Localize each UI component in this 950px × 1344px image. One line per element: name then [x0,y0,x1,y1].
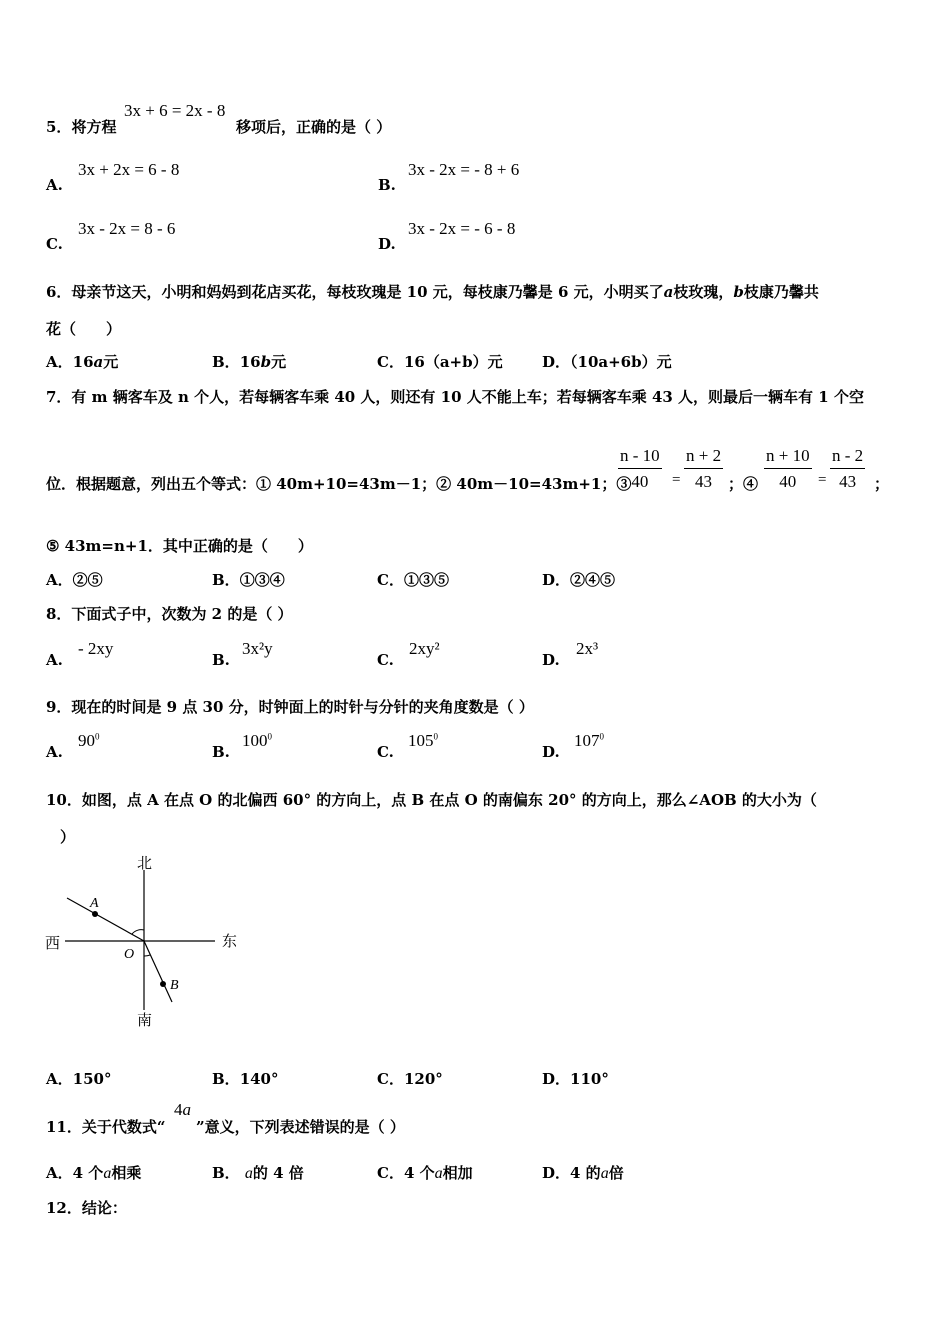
q11-option-c[interactable]: C．4 个a相加 [377,1164,473,1182]
q7-frac4-left-num: n + 10 [766,446,810,465]
q5-option-b-expr: 3x - 2x = - 8 + 6 [408,160,520,179]
q9-option-d-value: $107^0$ [574,731,604,750]
q10-stem-line2: ） [60,828,76,846]
q8-option-b-expr: 3x²y [242,639,273,658]
q7-eq-sign-2: = [818,472,827,488]
q7-frac4-left [764,446,812,492]
q8-option-d-expr: 2x³ [576,639,599,658]
point-a-dot [92,911,98,917]
label-west: 西 [45,934,61,952]
q8-stem: 8．下面式子中，次数为 2 的是（ ） [46,605,293,623]
q5-text-before: 将方程 [71,118,117,136]
q8-option-c-expr: 2xy² [409,639,440,658]
point-b-dot [160,981,166,987]
q5-option-d-expr: 3x - 2x = - 6 - 8 [408,219,516,238]
q5-option-c-letter[interactable]: C. [46,235,63,253]
q5-option-c-expr: 3x - 2x = 8 - 6 [78,219,176,238]
ray-ob [144,941,172,1002]
q9-option-c-letter[interactable]: C. [377,743,394,761]
q7-frac3-right [684,446,723,492]
q9-stem: 9．现在的时间是 9 点 30 分，时钟面上的时针与分针的夹角度数是（ ） [46,698,534,716]
label-south: 南 [137,1011,153,1029]
q6-option-c[interactable]: C．16（a+b）元 [377,353,503,371]
q9-option-a-value: $90^0$ [78,731,100,750]
q7-option-c[interactable]: C．①③⑤ [377,571,449,589]
q11-option-b[interactable]: B． a的 4 倍 [212,1164,304,1182]
q10-option-c[interactable]: C．120° [377,1070,443,1088]
q8-option-d-letter[interactable]: D. [542,651,560,669]
q6-stem-line2: 花（ ） [46,320,122,338]
q5-option-a-expr: 3x + 2x = 6 - 8 [78,160,180,179]
label-origin: O [124,947,135,962]
q6-var-a: a [663,283,674,301]
q7-frac3-right-den: 43 [695,472,713,491]
q8-option-b-letter[interactable]: B. [212,651,230,669]
q7-stem-line3: ⑤ 43m=n+1．其中正确的是（ ） [46,537,313,555]
q9-option-d-letter[interactable]: D. [542,743,560,761]
q6-stem-line1: 6．母亲节这天，小明和妈妈到花店买花，每枝玫瑰是 10 元，每枝康乃馨是 6 元，小明买了a枝玫瑰，b枝康乃馨共 [46,283,819,301]
q7-frac4-right [830,446,865,492]
ray-oa [67,898,144,941]
q10-option-b[interactable]: B．140° [212,1070,279,1088]
q8-option-c-letter[interactable]: C. [377,651,394,669]
q10-stem-line1: 10．如图，点 A 在点 O 的北偏西 60° 的方向上，点 B 在点 O 的南偏东 20° 的方向上，那么∠AOB 的大小为（ [46,791,817,809]
label-north: 北 [137,854,153,872]
compass-figure [40,850,250,1035]
q5-option-d-letter[interactable]: D. [378,235,396,253]
q7-frac4-right-den: 43 [839,472,857,491]
q11-option-a[interactable]: A．4 个a相乘 [46,1164,142,1182]
q11-stem-after: ”意义，下列表述错误的是（ ） [196,1118,405,1136]
q5-text-after: 移项后，正确的是（ ） [236,118,392,136]
q6-var-b: b [733,283,744,301]
label-point-a: A [90,896,99,911]
angle-arc-b [144,955,150,956]
q7-frac4-right-num: n - 2 [832,446,864,465]
q9-option-b-value: $100^0$ [242,731,272,750]
q11-option-d[interactable]: D．4 的a倍 [542,1164,624,1182]
q7-frac3-right-num: n + 2 [686,446,722,465]
label-point-b: B [170,978,179,993]
q11-stem-before: 11．关于代数式“ [46,1118,166,1136]
q9-option-c-value: $105^0$ [408,731,438,750]
q8-option-a-letter[interactable]: A. [46,651,63,669]
q10-option-d[interactable]: D．110° [542,1070,609,1088]
q7-frac3-left [618,446,662,492]
q5-equation: 3x + 6 = 2x - 8 [124,101,226,120]
q7-separator: ；④ [728,475,759,493]
q7-stem-line1: 7．有 m 辆客车及 n 个人，若每辆客车乘 40 人，则还有 10 人不能上车；若每辆客车乘 43 人，则最后一辆车有 1 个空 [46,388,864,406]
q7-eq-sign-1: = [672,472,681,488]
q7-end: ； [874,475,890,493]
label-east: 东 [222,932,238,950]
q6-option-b[interactable]: B．16b元 [212,353,287,371]
q5-option-b-letter[interactable]: B. [378,176,396,194]
q7-option-b[interactable]: B．①③④ [212,571,285,589]
q7-frac3-left-num: n - 10 [620,446,660,465]
q6-option-a[interactable]: A．16a元 [46,353,119,371]
q5-option-a-letter[interactable]: A. [46,176,63,194]
q6-option-d[interactable]: D．（10a+6b）元 [542,353,672,371]
q7-stem-line2: 位．根据题意，列出五个等式：① 40m+10=43m－1；② 40m－10=43m+1；③ [46,475,632,493]
q5-number: 5．将方程 [46,118,117,136]
q7-option-a[interactable]: A．②⑤ [46,571,103,589]
angle-arc-a [132,930,144,934]
q7-frac4-left-den: 40 [779,472,797,491]
q7-frac3-left-den: 40 [631,472,649,491]
q10-option-a[interactable]: A．150° [46,1070,112,1088]
q9-option-a-letter[interactable]: A. [46,743,63,761]
q12-stem: 12．结论： [46,1199,127,1217]
q9-option-b-letter[interactable]: B. [212,743,230,761]
q7-option-d[interactable]: D．②④⑤ [542,571,616,589]
q11-expr: 4a [174,1100,191,1119]
q8-option-a-expr: - 2xy [78,639,114,658]
